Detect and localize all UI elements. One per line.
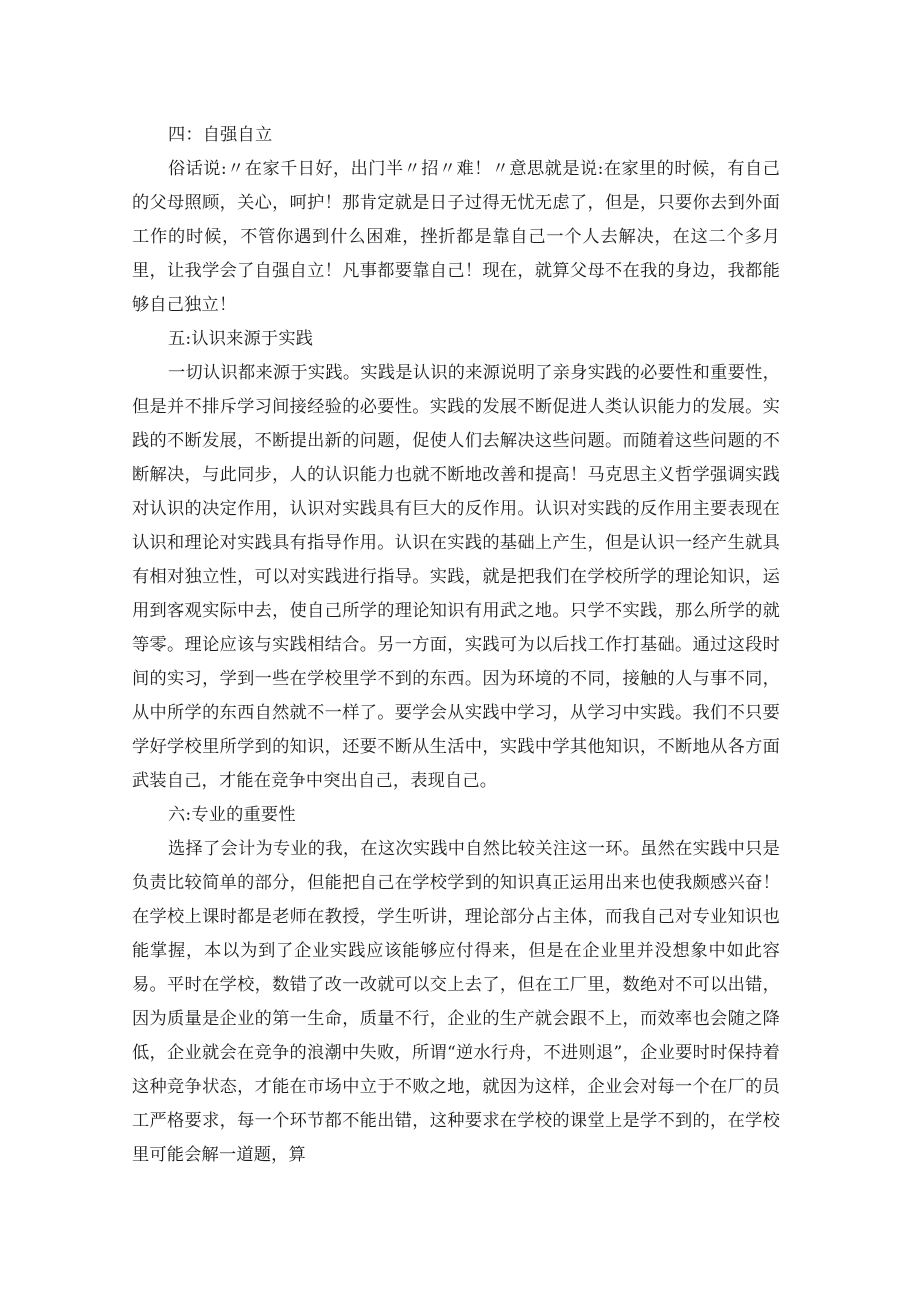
section-knowledge-from-practice [132, 322, 780, 798]
section-self-reliance [132, 118, 780, 322]
section-heading: 六:专业的重要性 [168, 805, 296, 825]
paragraph: 选择了会计为专业的我，在这次实践中自然比较关注这一环。虽然在实践中只是负责比较简单的部分，但能把自己在学校学到的知识真正运用出来也使我颇感兴奋！在学校上课时都是老师在教授，学生听讲，理论部分占主体，而我自己对专业知识也能掌握，本以为到了企业实践应该能够应付得来，但是在企业里并没想象中如此容易。平时在学校，数错了改一改就可以交上去了，但在工厂里，数绝对不可以出错，因为质量是企业的第一生命，质量不行，企业的生产就会跟不上，而效率也会随之降低，企业就会在竞争的浪潮中失败，所谓“逆水行舟，不进则退”，企业要时时保持着这种竞争状态，才能在市场中立于不败之地，就因为这样，企业会对每一个在厂的员工严格要求，每一个环节都不能出错，这种要求在学校的课堂上是学不到的，在学校里可能会解一道题，算 [132, 839, 780, 1165]
section-heading: 五:认识来源于实践 [168, 329, 314, 349]
section-importance-of-major [132, 798, 780, 1172]
paragraph: 一切认识都来源于实践。实践是认识的来源说明了亲身实践的必要性和重要性，但是并不排斥学习间接经验的必要性。实践的发展不断促进人类认识能力的发展。实践的不断发展，不断提出新的问题，促使人们去解决这些问题。而随着这些问题的不断解决，与此同步，人的认识能力也就不断地改善和提高！马克思主义哲学强调实践对认识的决定作用，认识对实践具有巨大的反作用。认识对实践的反作用主要表现在认识和理论对实践具有指导作用。认识在实践的基础上产生，但是认识一经产生就具有相对独立性，可以对实践进行指导。实践，就是把我们在学校所学的理论知识，运用到客观实际中去，使自己所学的理论知识有用武之地。只学不实践，那么所学的就等零。理论应该与实践相结合。另一方面，实践可为以后找工作打基础。通过这段时间的实习，学到一些在学校里学不到的东西。因为环境的不同，接触的人与事不同，从中所学的东西自然就不一样了。要学会从实践中学习，从学习中实践。我们不只要学好学校里所学到的知识，还要不断从生活中，实践中学其他知识，不断地从各方面武装自己，才能在竞争中突出自己，表现自己。 [132, 363, 780, 791]
paragraph: 俗话说:〃在家千日好，出门半〃招〃难！〃意思就是说:在家里的时候，有自己的父母照顾，关心，呵护！那肯定就是日子过得无忧无虑了，但是，只要你去到外面工作的时候，不管你遇到什么困难，挫折都是靠自己一个人去解决，在这二个多月里，让我学会了自强自立！凡事都要靠自己！现在，就算父母不在我的身边，我都能够自己独立！ [132, 159, 780, 315]
document-page [132, 118, 780, 1172]
section-heading: 四：自强自立 [168, 125, 273, 145]
